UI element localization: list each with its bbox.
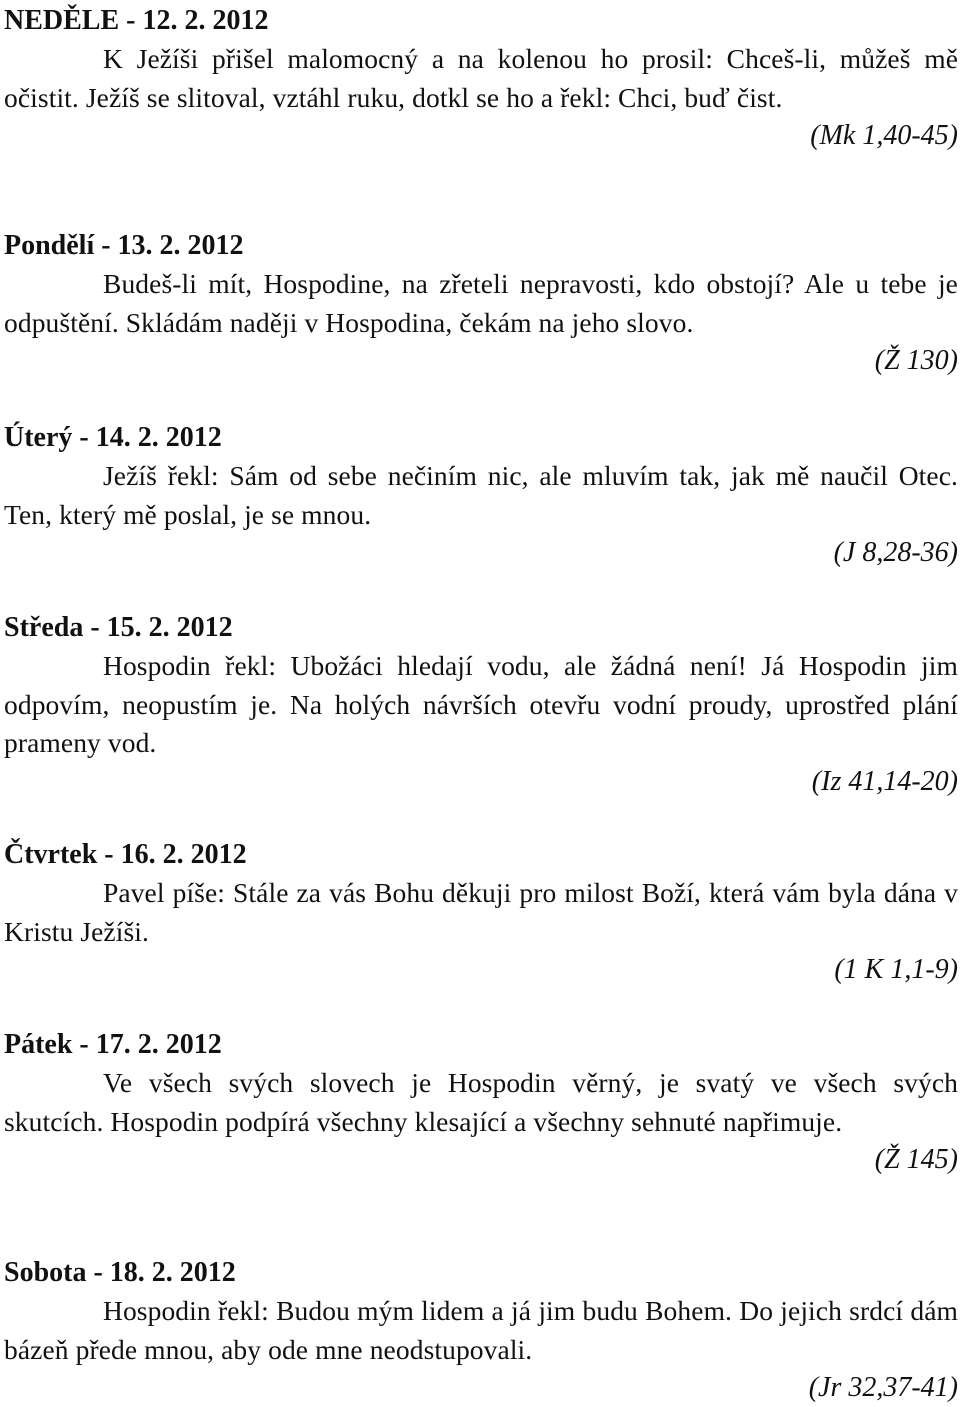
scripture-reference: (Ž 145) bbox=[874, 1144, 958, 1175]
day-heading: Úterý - 14. 2. 2012 bbox=[4, 422, 222, 453]
scripture-reference: (Iz 41,14-20) bbox=[811, 765, 958, 797]
day-heading: Středa - 15. 2. 2012 bbox=[4, 612, 233, 643]
scripture-reference: (Ž 130) bbox=[874, 345, 958, 376]
entry-saturday bbox=[4, 1254, 958, 1407]
scripture-reference: (Mk 1,40-45) bbox=[810, 120, 958, 151]
passage-text: Hospodin řekl: Budou mým lidem a já jim budu Bohem. Do jejich srdcí dám bázeň přede mnou, aby ode mne neodstupovali. bbox=[4, 1295, 958, 1365]
passage-text: Budeš-li mít, Hospodine, na zřeteli nepravosti, kdo obstojí? Ale u tebe je odpuštění. Skládám naději v Hospodina, čekám na jeho slovo. bbox=[4, 268, 958, 338]
entry-monday bbox=[4, 227, 958, 380]
passage-text: Ježíš řekl: Sám od sebe nečiním nic, ale mluvím tak, jak mě naučil Otec. Ten, který mě poslal, je se mnou. bbox=[4, 460, 958, 530]
passage-text: Hospodin řekl: Ubožáci hledají vodu, ale žádná není! Já Hospodin jim odpovím, neopustím je. Na holých návrších otevřu vodní proudy, uprostřed plání prameny vod. bbox=[4, 650, 958, 758]
entry-friday bbox=[4, 1026, 958, 1179]
passage-text: Pavel píše: Stále za vás Bohu děkuji pro milost Boží, která vám byla dána v Kristu Ježíši. bbox=[4, 877, 958, 947]
scripture-reference: (1 K 1,1-9) bbox=[834, 954, 958, 985]
scripture-reference: (J 8,28-36) bbox=[833, 537, 958, 568]
day-heading: Čtvrtek - 16. 2. 2012 bbox=[4, 839, 247, 870]
entry-tuesday bbox=[4, 419, 958, 572]
scripture-reference: (Jr 32,37-41) bbox=[808, 1372, 958, 1403]
day-heading: Pátek - 17. 2. 2012 bbox=[4, 1029, 222, 1060]
day-heading: Pondělí - 13. 2. 2012 bbox=[4, 230, 244, 261]
entry-wednesday bbox=[4, 609, 958, 801]
passage-text: K Ježíši přišel malomocný a na kolenou ho prosil: Chceš-li, můžeš mě očistit. Ježíš se slitoval, vztáhl ruku, dotkl se ho a řekl: Chci, buď čist. bbox=[4, 43, 958, 113]
day-heading: Sobota - 18. 2. 2012 bbox=[4, 1257, 236, 1288]
day-heading: NEDĚLE - 12. 2. 2012 bbox=[4, 5, 269, 36]
entry-sunday bbox=[4, 2, 958, 155]
entry-thursday bbox=[4, 836, 958, 989]
passage-text: Ve všech svých slovech je Hospodin věrný, je svatý ve všech svých skutcích. Hospodin podpírá všechny klesající a všechny sehnuté napřimuje. bbox=[4, 1067, 958, 1137]
